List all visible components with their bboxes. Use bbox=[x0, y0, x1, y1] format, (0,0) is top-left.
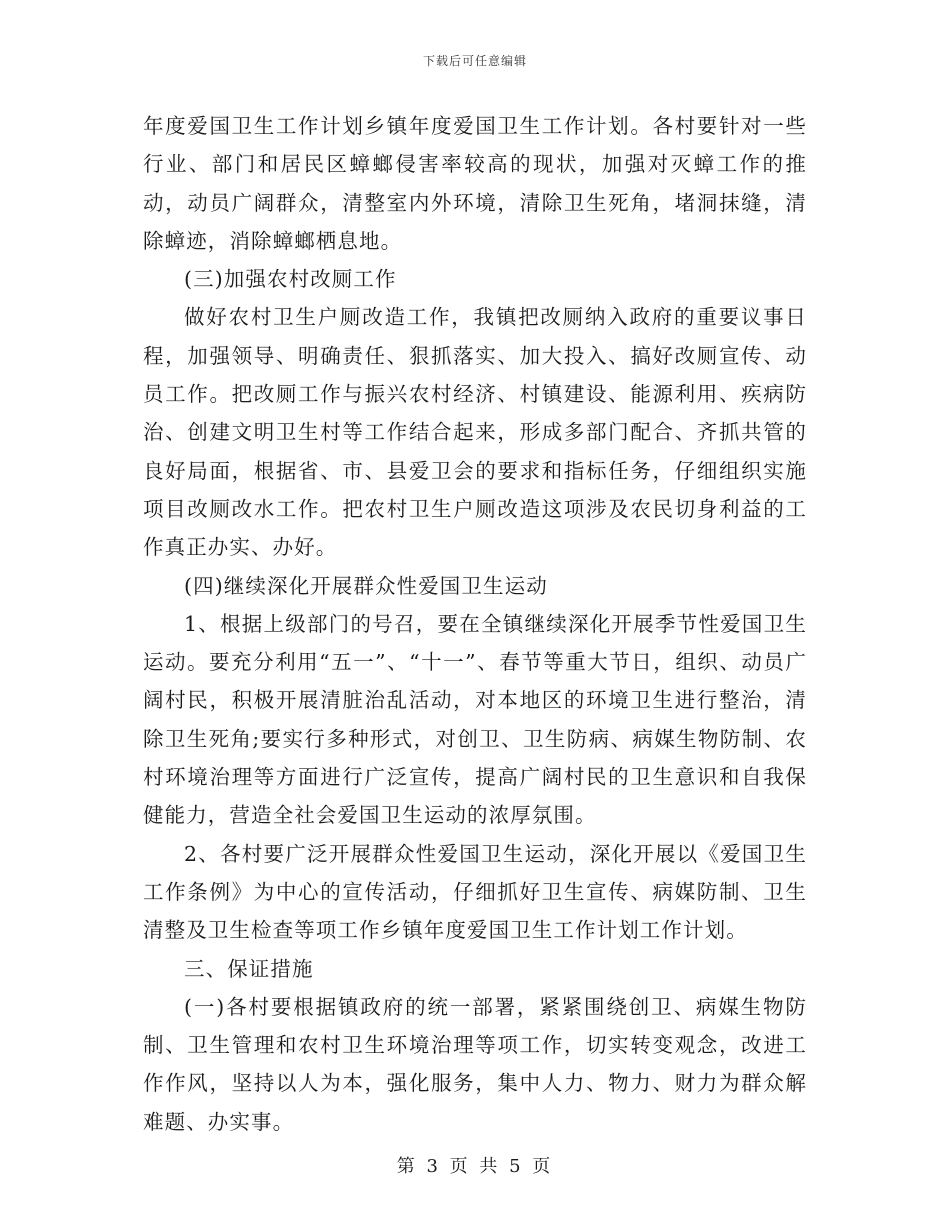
paragraph-guarantee-1: (一)各村要根据镇政府的统一部署，紧紧围绕创卫、病媒生物防制、卫生管理和农村卫生环境治理等项工作，切实转变观念，改进工作作风，坚持以人为本，强化服务，集中人力、物力、财力为群众解难题、办实事。 bbox=[143, 994, 807, 1134]
document-body bbox=[143, 107, 807, 1141]
paragraph-continuation: 年度爱国卫生工作计划乡镇年度爱国卫生工作计划。各村要针对一些行业、部门和居民区蟑螂侵害率较高的现状，加强对灭蟑工作的推动，动员广阔群众，清整室内外环境，清除卫生死角，堵洞抹缝，清除蟑迹，消除蟑螂栖息地。 bbox=[143, 114, 807, 253]
page-header: 下载后可任意编辑 bbox=[422, 54, 527, 68]
section-heading-mass-campaign: (四)继续深化开展群众性爱国卫生运动 bbox=[184, 573, 548, 598]
section-heading-rural-toilet: (三)加强农村改厕工作 bbox=[184, 267, 397, 292]
paragraph-item-2: 2、各村要广泛开展群众性爱国卫生运动，深化开展以《爱国卫生工作条例》为中心的宣传活动，仔细抓好卫生宣传、病媒防制、卫生清整及卫生检查等项工作乡镇年度爱国卫生工作计划工作计划。 bbox=[143, 841, 807, 943]
paragraph-item-1: 1、根据上级部门的号召，要在全镇继续深化开展季节性爱国卫生运动。要充分利用“五一”、“十一”、春节等重大节日，组织、动员广阔村民，积极开展清脏治乱活动，对本地区的环境卫生进行整治，清除卫生死角;要实行多种形式，对创卫、卫生防病、病媒生物防制、农村环境治理等方面进行广泛宣传，提高广阔村民的卫生意识和自我保健能力，营造全社会爱国卫生运动的浓厚氛围。 bbox=[143, 611, 807, 828]
section-heading-guarantees: 三、保证措施 bbox=[184, 956, 314, 981]
paragraph-rural-toilet: 做好农村卫生户厕改造工作，我镇把改厕纳入政府的重要议事日程，加强领导、明确责任、狠抓落实、加大投入、搞好改厕宣传、动员工作。把改厕工作与振兴农村经济、村镇建设、能源利用、疾病防治、创建文明卫生村等工作结合起来，形成多部门配合、齐抓共管的良好局面，根据省、市、县爱卫会的要求和指标任务，仔细组织实施项目改厕改水工作。把农村卫生户厕改造这项涉及农民切身利益的工作真正办实、办好。 bbox=[143, 305, 807, 560]
page-number-footer: 第 3 页 共 5 页 bbox=[396, 1156, 554, 1177]
